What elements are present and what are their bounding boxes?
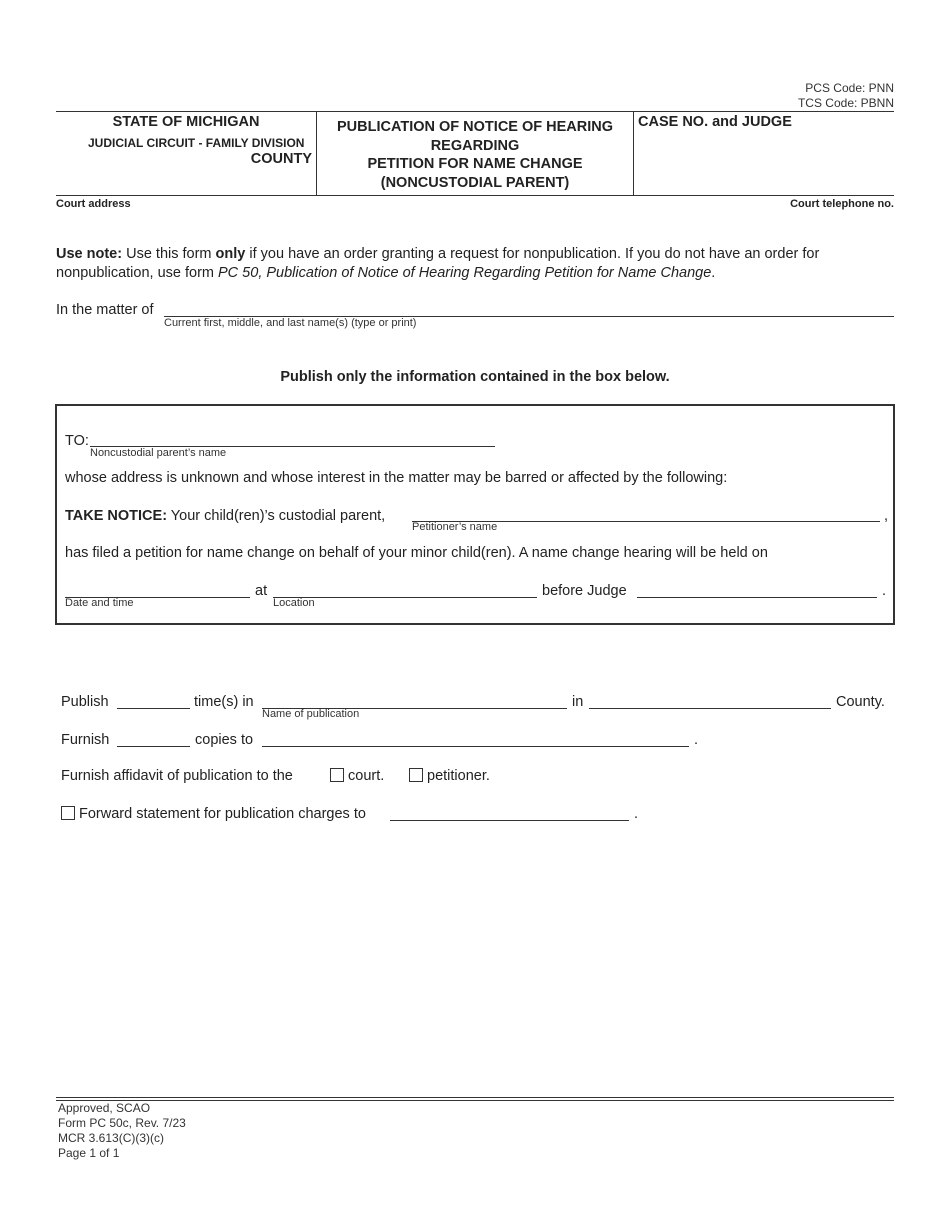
comma: , [884, 508, 889, 524]
use-note-only: only [215, 246, 246, 262]
take-notice-label: TAKE NOTICE: [65, 508, 168, 524]
before-judge-label: before Judge [542, 583, 627, 599]
county-label: COUNTY [250, 151, 312, 167]
take-notice-body: Your child(ren)’s custodial parent, [167, 508, 386, 524]
petition-filed-text: has filed a petition for name change on behalf of your minor child(ren). A name change hearing will be held on [65, 545, 768, 561]
use-note-label: Use note: [56, 246, 123, 262]
tcs-code: TCS Code: PBNN [797, 96, 894, 110]
court-address-label: Court address [56, 198, 131, 210]
period: . [694, 732, 699, 748]
date-caption: Date and time [65, 597, 134, 609]
title-line: PUBLICATION OF NOTICE OF HEARING [336, 119, 614, 135]
footer-line: Form PC 50c, Rev. 7/23 [58, 1116, 186, 1130]
at-label: at [255, 583, 268, 599]
header-divider-2 [633, 111, 634, 195]
form-codes [798, 81, 894, 111]
furnish-copies-field[interactable] [117, 746, 190, 747]
use-note-text: Use this form [122, 246, 216, 262]
use-note-text: . [711, 265, 716, 281]
footer-rule [56, 1097, 894, 1098]
use-note-text: if you have an order granting a request for nonpublication. If you do not have an order for nonpublication, use form [56, 246, 820, 281]
noncustodial-parent-caption: Noncustodial parent’s name [90, 447, 227, 459]
period: . [882, 583, 887, 599]
county-suffix: County. [836, 694, 885, 710]
address-unknown-text: whose address is unknown and whose interest in the matter may be barred or affected by the following: [65, 470, 728, 486]
footer-line: Page 1 of 1 [58, 1146, 120, 1160]
copies-to-label: copies to [195, 732, 254, 748]
header-divider-1 [316, 111, 317, 195]
take-notice-text [65, 507, 385, 526]
judge-name-field[interactable] [637, 597, 877, 598]
forward-statement-checkbox[interactable] [61, 806, 75, 820]
affidavit-label: Furnish affidavit of publication to the [61, 768, 293, 784]
pcs-code: PCS Code: PNN [805, 81, 894, 95]
forward-statement-label: Forward statement for publication charges to [79, 806, 366, 822]
publish-only-heading: Publish only the information contained in the box below. [280, 369, 670, 385]
header-top-rule [56, 111, 894, 112]
in-label: in [572, 694, 584, 710]
matter-caption: Current first, middle, and last name(s) (type or print) [164, 317, 417, 329]
footer-line: MCR 3.613(C)(3)(c) [58, 1131, 165, 1145]
footer-info [58, 1101, 186, 1161]
petitioner-caption: Petitioner’s name [412, 521, 498, 533]
matter-label: In the matter of [56, 302, 154, 318]
furnish-label: Furnish [61, 732, 110, 748]
times-in-label: time(s) in [194, 694, 254, 710]
title-line: PETITION FOR NAME CHANGE [367, 156, 583, 172]
location-caption: Location [273, 597, 315, 609]
form-title [318, 118, 632, 192]
publish-times-field[interactable] [117, 708, 190, 709]
forward-recipient-field[interactable] [390, 820, 629, 821]
state-name: STATE OF MICHIGAN [112, 114, 260, 130]
publish-label: Publish [61, 694, 109, 710]
form-reference: PC 50, Publication of Notice of Hearing Regarding Petition for Name Change [218, 265, 712, 281]
judicial-circuit: JUDICIAL CIRCUIT - FAMILY DIVISION [88, 136, 305, 150]
title-line: (NONCUSTODIAL PARENT) [380, 174, 570, 191]
court-checkbox[interactable] [330, 768, 344, 782]
petitioner-checkbox[interactable] [409, 768, 423, 782]
footer-line: Approved, SCAO [58, 1101, 151, 1115]
publication-caption: Name of publication [262, 708, 360, 720]
to-label: TO: [65, 433, 89, 449]
court-option-label: court. [348, 768, 385, 784]
petitioner-option-label: petitioner. [427, 768, 490, 784]
court-phone-label: Court telephone no. [790, 198, 894, 210]
copies-recipient-field[interactable] [262, 746, 689, 747]
case-number-field[interactable]: CASE NO. and JUDGE [638, 114, 792, 130]
publication-county-field[interactable] [589, 708, 831, 709]
title-line: REGARDING [430, 137, 520, 154]
header-bottom-rule [56, 195, 894, 196]
use-note [56, 245, 896, 283]
period: . [634, 806, 639, 822]
